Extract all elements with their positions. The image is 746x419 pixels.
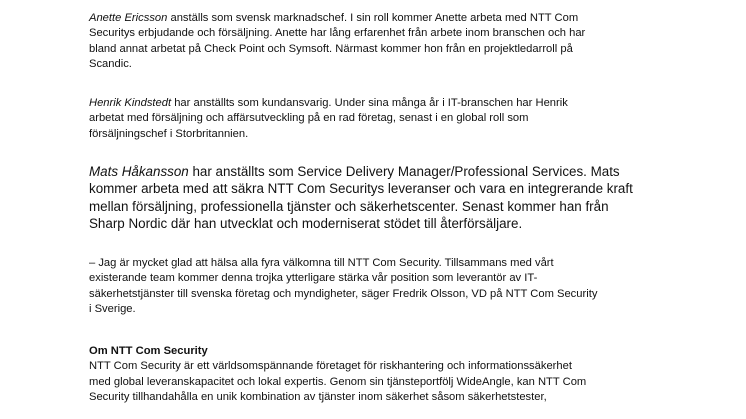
paragraph-line: existerande team kommer denna trojka ytterligare stärka vår position som leverantör av IT- [89,272,538,285]
paragraph-line [89,163,633,180]
person-name: Mats Håkansson [89,164,189,179]
section-heading: Om NTT Com Security [89,345,208,357]
section-about [89,344,586,406]
paragraph-text: har anställts som kundansvarig. Under sina många år i IT-branschen har Henrik [171,97,568,109]
paragraph-line: – Jag är mycket glad att hälsa alla fyra välkomna till NTT Com Security. Tillsammans med vårt [89,257,554,269]
paragraph-line: försäljningschef i Storbritannien. [89,127,249,140]
paragraph-text: anställs som svensk marknadschef. I sin roll kommer Anette arbeta med NTT Com [167,12,579,24]
paragraph-line: i Sverige. [89,303,136,316]
paragraph-line [89,96,568,111]
person-name: Henrik Kindstedt [89,97,172,109]
paragraph-line: Security tillhandahålla en unik kombination av tjänster inom säkerhet såsom säkerhetstester, [89,391,547,404]
paragraph-line [89,11,585,26]
paragraph-line: bland annat arbetat på Check Point och Symsoft. Närmast kommer hon från en projektledarroll på [89,42,573,55]
paragraph-text: har anställts som Service Delivery Manager/Professional Services. Mats [188,164,620,179]
paragraph-line: Securitys erbjudande och försäljning. Anette har lång erfarenhet från arbete inom branschen och har [89,27,586,40]
paragraph-line: arbetat med försäljning och affärsutveckling på en rad företag, senast i en global roll som [89,112,529,125]
paragraph-line: mellan försäljning, professionella tjänster och säkerhetscenter. Senast kommer han från [89,198,609,214]
person-name: Anette Ericsson [89,12,168,24]
paragraph-quote [89,256,597,318]
paragraph-henrik-kindstedt [89,96,568,142]
paragraph-anette-ericsson [89,11,585,73]
paragraph-line: Sharp Nordic där han utvecklat och moderniserat stödet till återförsäljare. [89,216,523,232]
paragraph-line: Scandic. [89,58,132,71]
paragraph-line: säkerhetstjänster till svenska företag och myndigheter, säger Fredrik Olsson, VD på NTT Com Security [89,287,598,300]
paragraph-mats-hakansson [89,163,633,233]
paragraph-line: NTT Com Security är ett världsomspännande företaget för riskhantering och informationssäkerhet [89,360,572,373]
paragraph-line: med global leveranskapacitet och lokal expertis. Genom sin tjänsteportfölj WideAngle, kan NTT Com [89,375,587,388]
paragraph-line: kommer arbeta med att säkra NTT Com Securitys leveranser och vara en integrerande kraft [89,181,633,197]
